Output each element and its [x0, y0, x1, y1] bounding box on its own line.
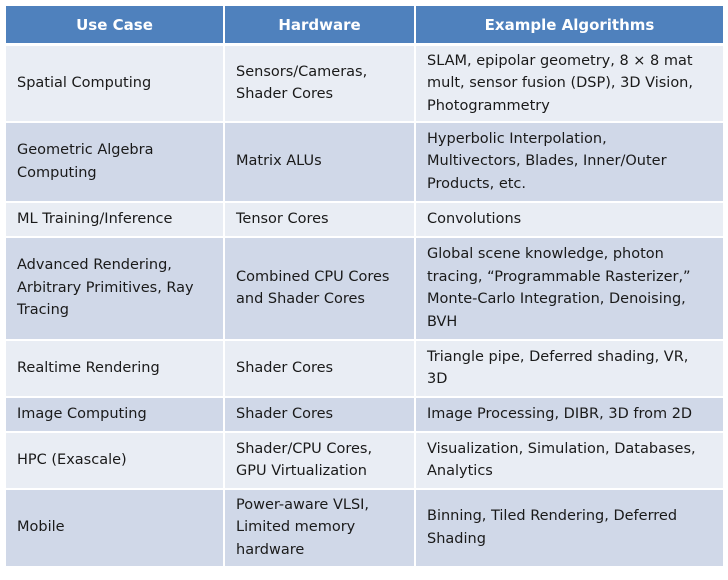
cell-algorithms	[415, 122, 723, 202]
cell-hardware	[224, 202, 415, 237]
use-case-text: Realtime Rendering	[17, 359, 160, 376]
header-hardware: Hardware	[224, 6, 415, 45]
header-use-case: Use Case	[6, 6, 224, 45]
cell-hardware	[224, 237, 415, 340]
cell-hardware	[224, 432, 415, 489]
table-row	[6, 237, 723, 340]
cell-use-case	[6, 202, 224, 237]
header-example-algorithms: Example Algorithms	[415, 6, 723, 45]
cell-algorithms	[415, 397, 723, 432]
cell-algorithms	[415, 237, 723, 340]
use-case-text: HPC (Exascale)	[17, 451, 127, 468]
cell-use-case	[6, 397, 224, 432]
use-case-text: Mobile	[17, 519, 65, 536]
table-row	[6, 397, 723, 432]
cell-use-case	[6, 432, 224, 489]
hardware-text: Combined CPU Cores and Shader Cores	[236, 268, 390, 307]
cell-hardware	[224, 397, 415, 432]
hardware-text: Tensor Cores	[236, 210, 329, 227]
cell-use-case	[6, 340, 224, 397]
algorithms-text: Global scene knowledge, photon tracing, “Programmable Rasterizer,” Monte-Carlo Integration, Denoising, BVH	[427, 246, 691, 330]
hardware-text: Sensors/Cameras, Shader Cores	[236, 63, 368, 103]
cell-hardware	[224, 122, 415, 202]
use-case-text: Geometric Algebra Computing	[17, 142, 154, 181]
use-case-text: ML Training/Inference	[17, 210, 173, 227]
cell-use-case	[6, 489, 224, 567]
use-case-text: Advanced Rendering, Arbitrary Primitives, Ray Tracing	[17, 257, 194, 319]
cell-algorithms	[415, 489, 723, 567]
hardware-text: Shader Cores	[236, 405, 334, 422]
cell-hardware	[224, 489, 415, 567]
use-case-text: Spatial Computing	[17, 75, 152, 91]
hardware-text: Matrix ALUs	[236, 153, 322, 170]
table-header-row	[6, 6, 723, 45]
cell-algorithms	[415, 432, 723, 489]
table-row	[6, 432, 723, 489]
algorithms-text: Image Processing, DIBR, 3D from 2D	[427, 405, 693, 422]
cell-algorithms	[415, 202, 723, 237]
table-row	[6, 122, 723, 202]
hardware-text: Power-aware VLSI, Limited memory hardware	[236, 496, 370, 558]
cell-use-case	[6, 45, 224, 122]
table-row	[6, 45, 723, 122]
algorithms-text: Hyperbolic Interpolation, Multivectors, Blades, Inner/Outer Products, etc.	[427, 130, 667, 192]
hardware-text: Shader Cores	[236, 359, 334, 376]
algorithms-text: Convolutions	[427, 210, 522, 227]
table-row	[6, 489, 723, 567]
algorithms-text: SLAM, epipolar geometry, 8 × 8 mat mult, sensor fusion (DSP), 3D Vision, Photogrammetry	[427, 52, 693, 114]
cell-hardware	[224, 45, 415, 122]
cell-algorithms	[415, 340, 723, 397]
algorithms-text: Triangle pipe, Deferred shading, VR, 3D	[427, 348, 689, 387]
algorithms-text: Visualization, Simulation, Databases, Analytics	[427, 440, 696, 479]
cell-hardware	[224, 340, 415, 397]
table-row	[6, 340, 723, 397]
hardware-text: Shader/CPU Cores, GPU Virtualization	[236, 440, 373, 479]
cell-use-case	[6, 237, 224, 340]
use-case-text: Image Computing	[17, 405, 147, 422]
algorithms-text: Binning, Tiled Rendering, Deferred Shading	[427, 508, 678, 547]
cell-use-case	[6, 122, 224, 202]
use-case-table-container	[6, 6, 723, 568]
table-row	[6, 202, 723, 237]
use-case-table	[6, 6, 723, 568]
cell-algorithms	[415, 45, 723, 122]
